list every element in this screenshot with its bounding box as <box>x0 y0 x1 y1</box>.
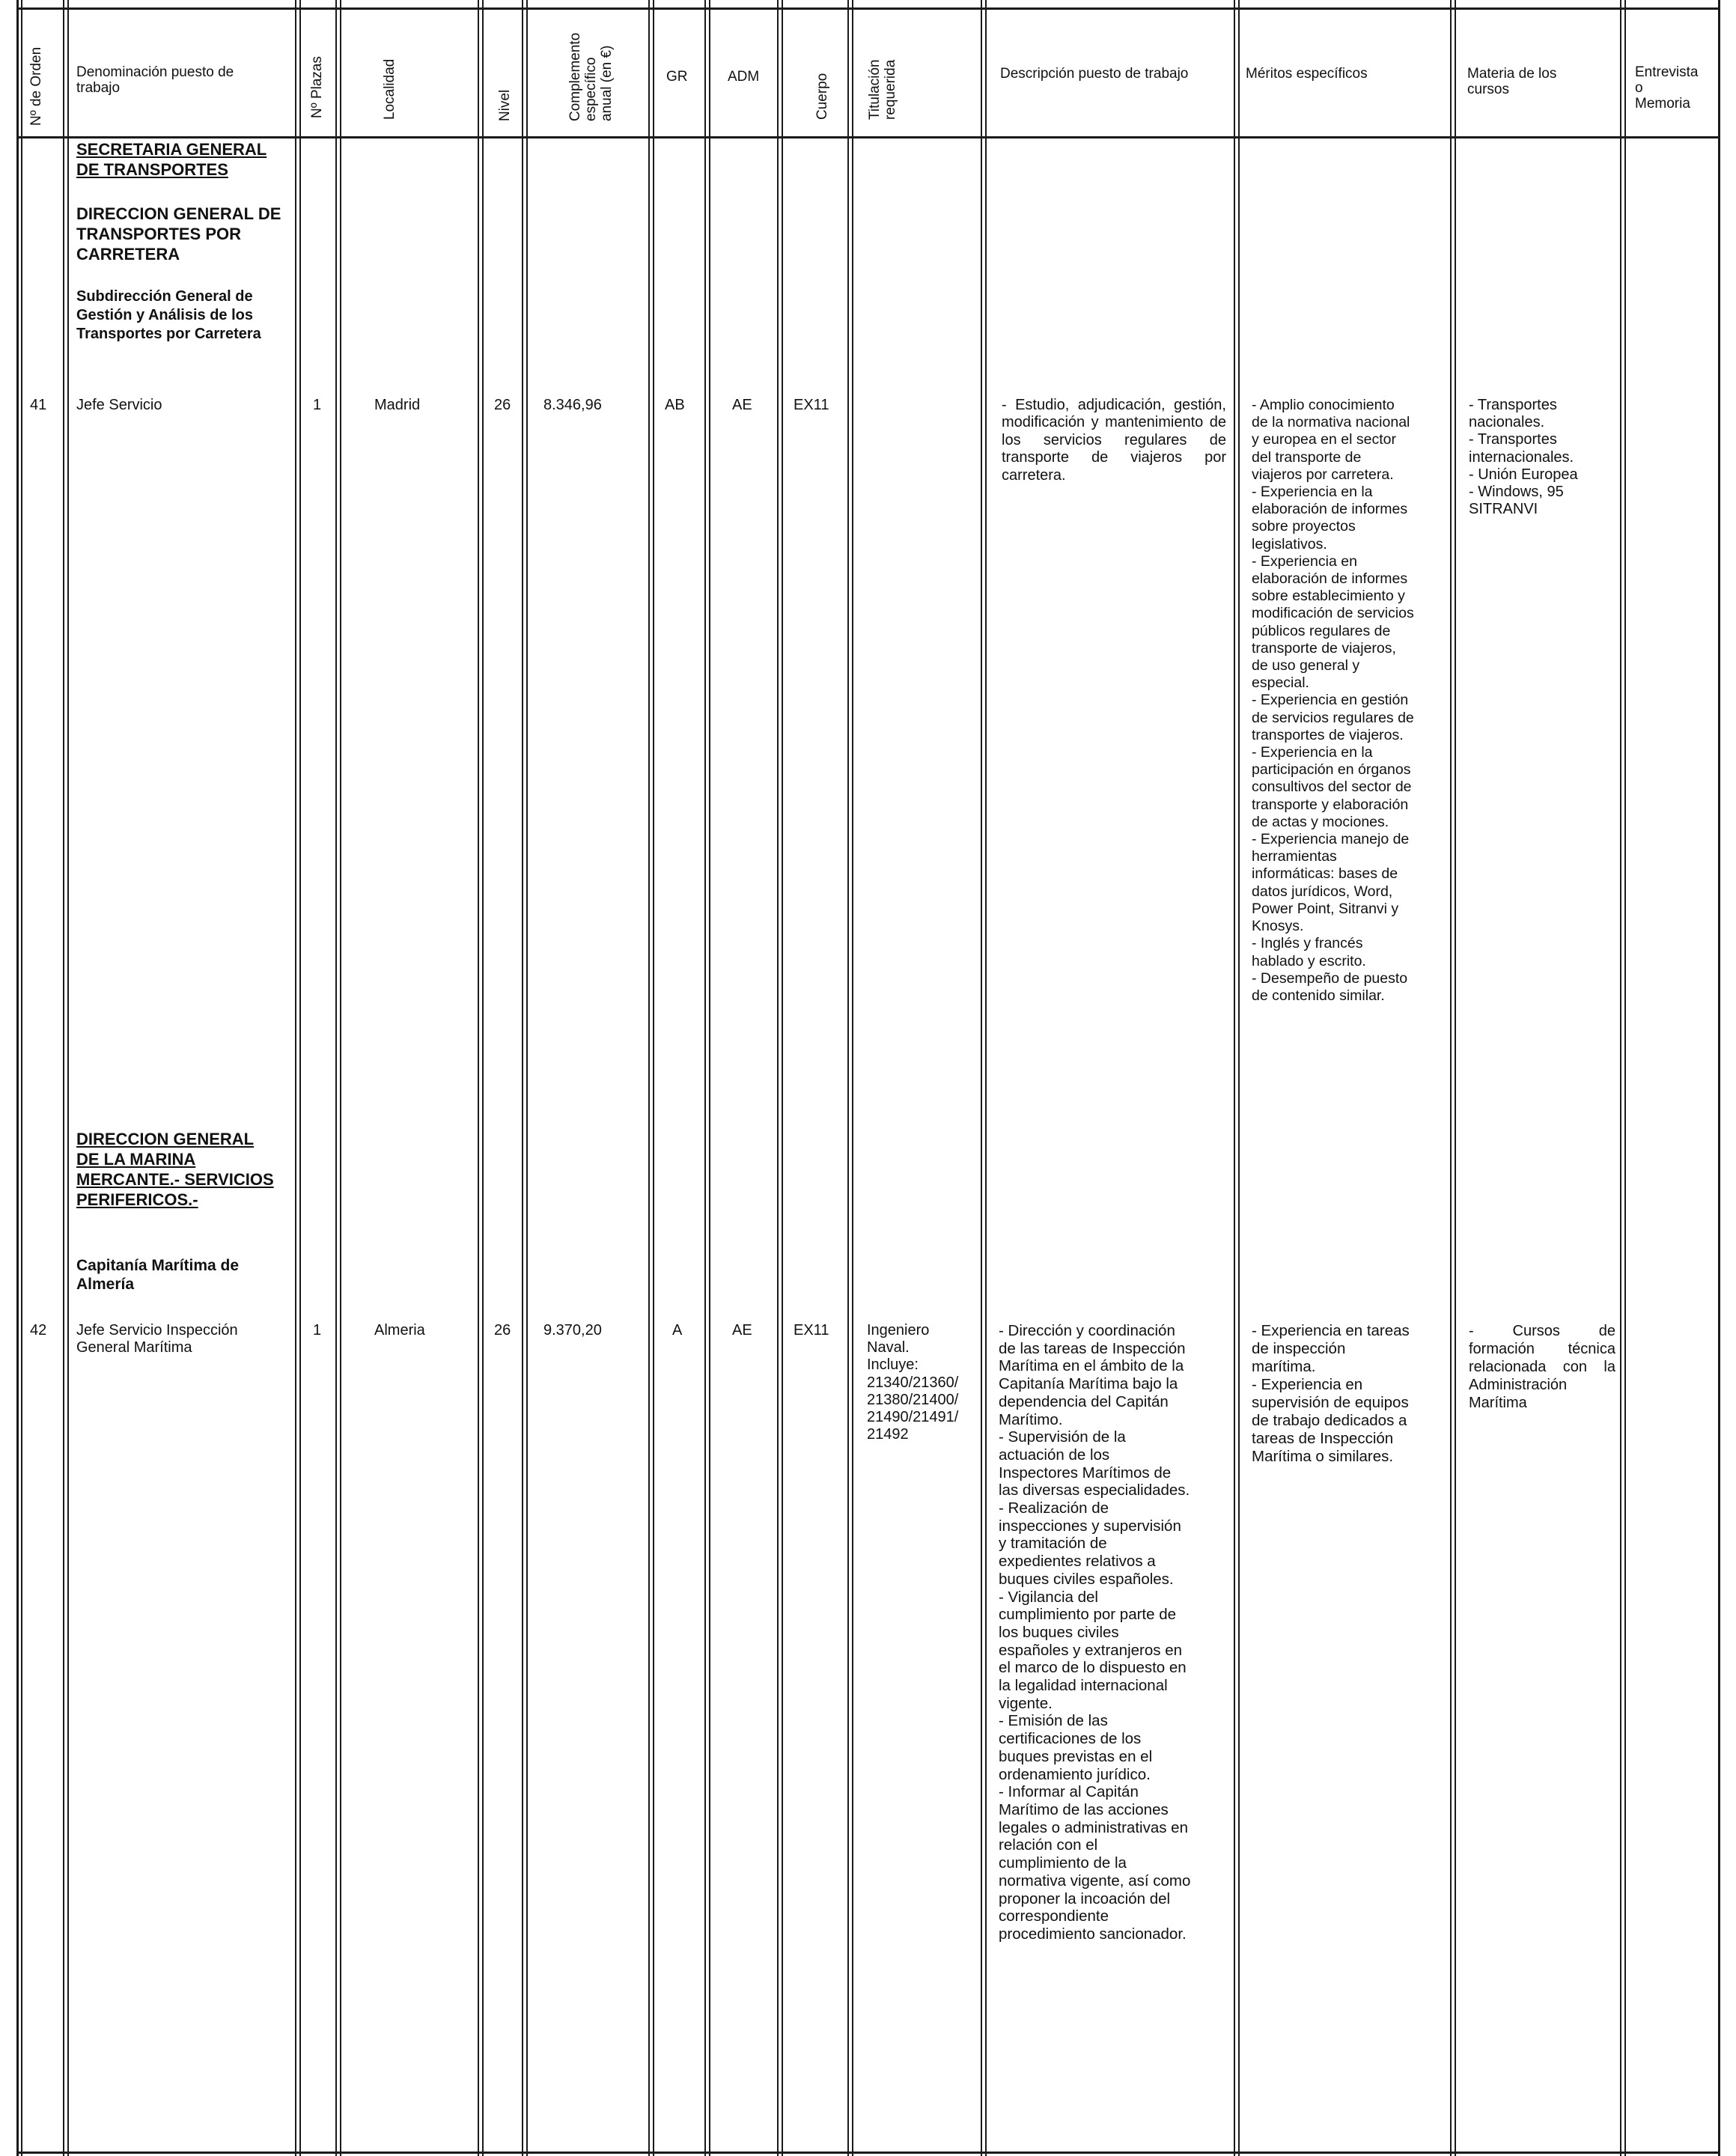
row-41-plazas: 1 <box>313 397 322 413</box>
table-bottom-border <box>16 2152 1720 2154</box>
table-rule <box>985 0 987 2156</box>
row-42-gr: A <box>672 1322 683 1339</box>
table-rule <box>21 0 22 2156</box>
section-dg-marina-mercante: DIRECCION GENERAL DE LA MARINA MERCANTE.- SERVICIOS PERIFERICOS.- <box>76 1130 274 1209</box>
row-41-cuerpo: EX11 <box>794 397 829 413</box>
header-separator <box>16 136 1720 138</box>
row-41-gr: AB <box>665 397 685 413</box>
row-41-orden: 41 <box>30 397 47 413</box>
header-denominacion: Denominación puesto de trabajo <box>76 64 234 96</box>
row-42-complemento: 9.370,20 <box>543 1322 602 1339</box>
table-rule <box>1234 0 1235 2156</box>
row-42-descripcion: - Dirección y coordinación de las tareas de Inspección Marítima en el ámbito de la Capitanía Marítima bajo la dependencia del Capitán Marítimo. - Supervisión de la actuación de los Inspectores Marítimos de las diversas especialidades. - Realización de inspecciones y supervisión y tramitación de expedientes relativos a buques civiles españoles. - Vigilancia del cumplimiento por parte de los buques civiles españoles y extranjeros en el marco de lo dispuesto en la legalidad internacional vigente. - Emisión de las certificaciones de los buques previstas en el ordenamiento jurídico. - Informar al Capitán Marítimo de las acciones legales o administrativas en relación con el cumplimiento de la normativa vigente, así como proponer la incoación del correspondiente procedimiento sancionador. <box>999 1322 1191 1943</box>
section-secretaria-general: SECRETARIA GENERAL DE TRANSPORTES <box>76 140 267 179</box>
row-42-localidad: Almeria <box>374 1322 425 1339</box>
section-capitania-almeria: Capitanía Marítima de Almería <box>76 1257 240 1293</box>
row-42-titulacion: Ingeniero Naval. Incluye: 21340/21360/ 21380/21400/ 21490/21491/ 21492 <box>867 1322 959 1443</box>
header-cuerpo: Cuerpo <box>814 73 830 120</box>
header-adm: ADM <box>728 69 760 85</box>
row-41-localidad: Madrid <box>374 397 421 413</box>
table-rule <box>335 0 337 2156</box>
header-localidad: Localidad <box>382 58 398 120</box>
section-dg-transportes-carretera: DIRECCION GENERAL DE TRANSPORTES POR CARRETERA <box>76 204 281 264</box>
header-orden: Nº de Orden <box>28 46 44 126</box>
table-rule <box>295 0 296 2156</box>
table-rule <box>1238 0 1240 2156</box>
header-nivel: Nivel <box>497 89 513 121</box>
table-rule <box>1455 0 1456 2156</box>
table-top-border <box>16 7 1720 10</box>
row-41-materia: - Transportes nacionales. - Transportes internacionales. - Unión Europea - Windows, 95 SITRANVI <box>1469 397 1578 518</box>
table-rule <box>653 0 654 2156</box>
row-42-adm: AE <box>732 1322 752 1339</box>
row-42-orden: 42 <box>30 1322 47 1339</box>
table-rule <box>648 0 650 2156</box>
section-subdireccion: Subdirección General de Gestión y Análisis de los Transportes por Carretera <box>76 288 261 342</box>
header-titulacion: Titulación requerida <box>867 59 898 120</box>
header-gr: GR <box>666 69 688 85</box>
header-entrevista: Entrevista o Memoria <box>1635 64 1699 112</box>
table-rule <box>709 0 710 2156</box>
table-border-right <box>1718 0 1720 2156</box>
table-rule <box>1620 0 1621 2156</box>
table-rule <box>782 0 783 2156</box>
row-41-adm: AE <box>732 397 752 413</box>
row-42-cuerpo: EX11 <box>794 1322 829 1339</box>
table-rule <box>1450 0 1452 2156</box>
table-rule <box>1624 0 1626 2156</box>
row-42-nivel: 26 <box>494 1322 511 1339</box>
table-rule <box>63 0 64 2156</box>
table-rule <box>981 0 982 2156</box>
table-rule <box>478 0 479 2156</box>
table-rule <box>852 0 853 2156</box>
row-42-denominacion: Jefe Servicio Inspección General Marítima <box>76 1322 238 1356</box>
table-rule <box>522 0 523 2156</box>
table-rule <box>482 0 484 2156</box>
table-rule <box>847 0 849 2156</box>
table-rule <box>299 0 301 2156</box>
row-42-plazas: 1 <box>313 1322 322 1339</box>
table-rule <box>67 0 69 2156</box>
row-42-materia: - Cursos de formación técnica relacionada con la Administración Marítima <box>1469 1323 1615 1411</box>
table-border-left <box>16 0 19 2156</box>
row-41-meritos: - Amplio conocimiento de la normativa nacional y europea en el sector del transporte de viajeros por carretera. - Experiencia en la elaboración de informes sobre proyectos legislativos. - Experiencia en elaboración de informes sobre establecimiento y modificación de servicios públicos regulares de transporte de viajeros, de uso general y especial. - Experiencia en gestión de servicios regulares de transportes de viajeros. - Experiencia en la participación en órganos consultivos del sector de transporte y elaboración de actas y mociones. - Experiencia manejo de herramientas informáticas: bases de datos jurídicos, Word, Power Point, Sitranvi y Knosys. - Inglés y francés hablado y escrito. - Desempeño de puesto de contenido similar. <box>1252 397 1414 1004</box>
header-descripcion: Descripción puesto de trabajo <box>1000 66 1189 82</box>
table-rule <box>777 0 779 2156</box>
header-complemento: Complemento específico anual (en €) <box>567 32 615 121</box>
row-41-nivel: 26 <box>494 397 511 413</box>
row-42-meritos: - Experiencia en tareas de inspección marítima. - Experiencia en supervisión de equipos de trabajo dedicados a tareas de Inspección Marítima o similares. <box>1252 1322 1410 1465</box>
header-materia: Materia de los cursos <box>1467 66 1557 97</box>
header-plazas: Nº Plazas <box>309 56 325 118</box>
table-rule <box>340 0 341 2156</box>
table-rule <box>526 0 528 2156</box>
row-41-descripcion: - Estudio, adjudicación, gestión, modificación y mantenimiento de los servicios regulares de transporte de viajeros por carretera. <box>1002 397 1226 484</box>
table-rule <box>704 0 706 2156</box>
header-meritos: Méritos específicos <box>1246 66 1368 82</box>
row-41-complemento: 8.346,96 <box>543 397 602 413</box>
row-41-denominacion: Jefe Servicio <box>76 397 162 413</box>
